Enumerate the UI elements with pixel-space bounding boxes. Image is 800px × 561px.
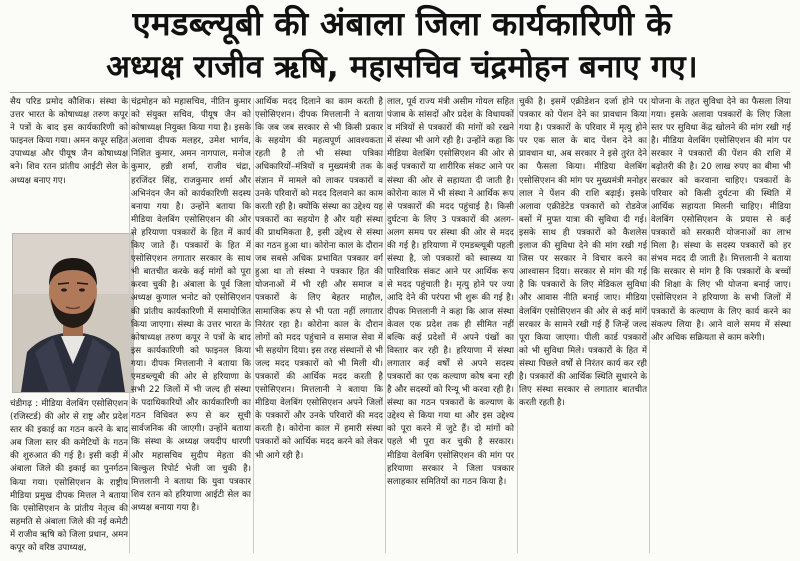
- article-column-2: [131, 96, 251, 558]
- article-text: आर्थिक मदद दिलाने का काम करती है एसोसिएशन। दीपक मित्तलानी ने बताया कि जब जब सरकार से भी किसी प्रकार के सहयोग की महत्वपूर्ण आवश्यकता रहती है तो भी संस्था पत्रिका अधिकारियों–मंत्रियों व मुख्यमंत्री तक के संज्ञान में मामले को लाकर पत्रकारों व उनके परिवारों को मदद दिलवाने का काम करती रही है। क्योंकि संस्था का उद्देश्य यह पत्रकारों का सहयोग है और यही संस्था की प्राथमिकता है, इसी उद्देश्य से संस्था का गठन हुआ था। कोरोना काल के दौरान जब सबसे अधिक प्रभावित पत्रकार वर्ग हुआ था तो संस्था ने पत्रकार हित की योजनाओं में भी रही और समाज व पत्रकारों के लिए बेहतर माहौल, सामाजिक रूप से भी पता नहीं लगातार निरंतर रहा है। कोरोना काल के दौरान लोगों को मदद पहुंचाने व समाज सेवा में भी सहयोग दिया। इस तरह संस्थानों से भी जल्द मदद पत्रकारों को भी मिली थी। पत्रकारों की आर्थिक मदद करती है एसोसिएशन। मित्तलानी ने बताया कि मीडिया वेलबिंग एसोसिएशन अपने जिलों के पत्रकारों और उनके परिवारों की मदद करती है। कोरोना काल में हमारी संस्था पत्रकारों को आर्थिक मदद करने को लेकर भी आगे रही है।: [255, 97, 383, 461]
- column-divider: [385, 98, 386, 553]
- portrait-image: [13, 234, 133, 392]
- column-divider: [129, 98, 130, 553]
- article-text: चंद्रमोहन को महासचिव, नीतिन कुमार को संयुक्त सचिव, पीयूष जैन को कोषाध्यक्ष नियुक्त किया गया है। इसके अलावा दीपक मलहर, उमेश भार्गव, निशित कुमार, अमन नागपाल, मनोज कुमार, हन्नी शर्मा, राजीव चंद्रा, हरजिंदर सिंह, राजकुमार शर्मा और अभिनंदन जैन को कार्यकारिणी सदस्य बनाया गया है। उन्होंने बताया कि मीडिया वेलबिंग एसोसिएशन की ओर से हरियाणा पत्रकारों के हित में कार्य किए जाते हैं। पत्रकारों के हित में एसोसिएशन लगातार सरकार के साथ भी बातचीत करके कई मांगों को पूरा करवा चुकी है। अंबाला के पूर्व जिला अध्यक्ष कुणाल भनोट को एसोसिएशन की प्रांतीय कार्यकारिणी में समायोजित किया जाएगा। संस्था के उत्तर भारत के कोषाध्यक्ष तरुण कपूर ने पत्रों के बाद इस कार्यकारिणी को फाइनल किया गया। दीपक मित्तलानी ने बताया कि एमडब्ल्यूबी की ओर से हरियाणा के सभी 22 जिलों में भी जल्द ही संस्था के पदाधिकारियों और कार्यकारिणी का गठन विधिवत रूप से कर सूची सार्वजनिक की जाएगी। उन्होंने बताया कि संस्था के अध्यक्ष जयदीप धारणी और महासचिव सुदीप मेहता की बिल्कुल रिपोर्ट भेजी जा चुकी है। मित्तलानी ने बताया कि युवा पत्रकार शिव रतन को हरियाणा आईटी सेल का अध्यक्ष बनाया गया है।: [131, 97, 251, 513]
- headline-line-2: अध्यक्ष राजीव ऋषि, महासचिव चंद्रमोहन बनाए गए।: [106, 49, 698, 85]
- headline-rule: [10, 92, 790, 93]
- article-text: चुकी है। इसमें एक्रीडेशन दर्जा होने पर पत्रकार को पेंशन देने का प्रावधान किया गया है। पत्रकारों के परिवार में मृत्यु होने पर एक साल के बाद पेंशन देने का प्रावधान था, अब सरकार ने इसे तुरंत देने का फैसला किया। मीडिया वेलबिंग एसोसिएशन की मांग पर मुख्यमंत्री मनोहर लाल ने पेंशन की राशि बढ़ाई। इसके अलावा एक्रीडेटेड पत्रकारों को रोडवेज बसों में मुफ्त यात्रा की सुविधा दी गई। इसके साथ ही पत्रकारों को कैशलेस इलाज की सुविधा देने की मांग रखी गई जिस पर सरकार ने विचार करने का आश्वासन दिया। सरकार से मांग की गई है कि पत्रकारों के लिए मेडिकल सुविधा और आवास नीति बनाई जाए। मीडिया वेलबिंग एसोसिएशन की ओर से कई मांगें सरकार के सामने रखी गई हैं जिन्हें जल्द पूरा किया जाएगा। पीली कार्ड पत्रकारों को भी सुविधा मिले। पत्रकारों के हित में संस्था पिछले वर्षों से निरंतर कार्य कर रही है। पत्रकारों की आर्थिक स्थिति सुधारने के लिए संस्था सरकार से लगातार बातचीत करती रहती है।: [519, 97, 647, 409]
- article-text: योजना के तहत सुविधा देने का फैसला लिया गया। इसके अलावा पत्रकारों के लिए जिला स्तर पर सुविधा केंद्र खोलने की मांग रखी गई है। मीडिया वेलबिंग एसोसिएशन की मांग पर सरकार ने पत्रकारों की पेंशन की राशि में बढ़ोतरी की है। 20 लाख रुपए का बीमा भी सरकार को करवाना चाहिए। पत्रकारों के परिवार को किसी दुर्घटना की स्थिति में आर्थिक सहायता मिलनी चाहिए। मीडिया वेलबिंग एसोसिएशन के प्रयास से कई पत्रकारों को सरकारी योजनाओं का लाभ मिला है। संस्था के सदस्य पत्रकारों को हर संभव मदद दी जाती है। मित्तलानी ने बताया कि सरकार से मांग है कि पत्रकारों के बच्चों की शिक्षा के लिए भी योजना बनाई जाए। एसोसिएशन ने हरियाणा के सभी जिलों में पत्रकारों के कल्याण के लिए कार्य करने का संकल्प लिया है। आने वाले समय में संस्था और अधिक सक्रियता से काम करेगी।: [651, 97, 791, 343]
- column-divider: [649, 98, 650, 553]
- article-text: चंडीगढ़ : मीडिया वेलबिंग एसोसिएशन (रजिस्टर्ड) की ओर से राष्ट्र और प्रदेश स्तर की इकाई का गठन करने के बाद अब जिला स्तर की कमेटियों के गठन की शुरुआत की गई है। इसी कड़ी में अंबाला जिले की इकाई का पुनर्गठन किया गया। एसोसिएशन के राष्ट्रीय मीडिया प्रमुख दीपक मित्तल ने बताया कि एसोसिएशन के प्रांतीय नेतृत्व की सहमति से अंबाला जिले की नई कमेटी में राजीव ऋषि को जिला प्रधान, अमन कपूर को वरिष्ठ उपाध्यक्ष,: [10, 399, 128, 554]
- column-divider: [253, 98, 254, 553]
- article-text: सैय परिड प्रमोद कौशिक। संस्था के उत्तर भारत के कोषाध्यक्ष तरुण कपूर ने पत्रों के बाद इस कार्यकारिणी को फाइनल किया गया। अमन कपूर सहित उपाध्यक्ष और पीयूष जैन कोषाध्यक्ष बने। शिव रतन प्रांतीय आईटी सेल के अध्यक्ष बनाए गए।: [10, 97, 128, 186]
- article-column-6: [651, 96, 791, 558]
- article-text: लाल, पूर्व राज्य मंत्री असीम गोयल सहित पंजाब के सांसदों और प्रदेश के विधायकों व मंत्रियों से पत्रकारों की मांगों को रखने में संस्था भी आगे रही है। उन्होंने कहा कि मीडिया वेलबिंग एसोसिएशन की ओर से कई पत्रकारों या शारीरिक संकट आने पर संस्था की ओर से सहायता दी जाती है। कोरोना काल में भी संस्था ने आर्थिक रूप से पत्रकारों की मदद पहुंचाई है। किसी दुर्घटना के लिए 3 पत्रकारों की अलग-अलग समय पर संस्था की ओर से मदद की गई है। हरियाणा में एमडब्ल्यूबी पहली संस्था है, जो पत्रकारों को स्वास्थ्य या पारिवारिक संकट आने पर आर्थिक रूप से मदद पहुंचाती है। मृत्यु होने पर ज्या आदि देने की परंपरा भी शुरू की गई है। दीपक मित्तलानी ने कहा कि आज संस्था केवल एक प्रदेश तक ही सीमित नहीं बल्कि कई प्रदेशों में अपने पंखों का विस्तार कर रही है। हरियाणा में संस्था लगातार कई वर्षों से अपने सदस्य पत्रकारों का एक कल्याण कोष बना रही है और सदस्यों को रिन्यू भी करवा रही है। संस्था का गठन पत्रकारों के कल्याण के उद्देश्य से किया गया था और इस उद्देश्य को पूरा करने में जुटे हैं। दो मांगों को पहले भी पूरा कर चुकी है सरकार। मीडिया वेलबिंग एसोसिएशन की मांग पर हरियाणा सरकार ने जिला पत्रकार सलाहकार समितियों का गठन किया है।: [387, 97, 514, 487]
- article-column-1-bottom: [10, 398, 128, 558]
- portrait-photo: [12, 233, 134, 393]
- article-column-4: [387, 96, 514, 558]
- article-column-3: [255, 96, 383, 558]
- headline-line-1: एमडब्ल्यूबी की अंबाला जिला कार्यकारिणी के: [132, 4, 672, 43]
- article-column-5: [519, 96, 647, 558]
- article-column-1-top: [10, 96, 128, 228]
- column-divider: [517, 98, 518, 553]
